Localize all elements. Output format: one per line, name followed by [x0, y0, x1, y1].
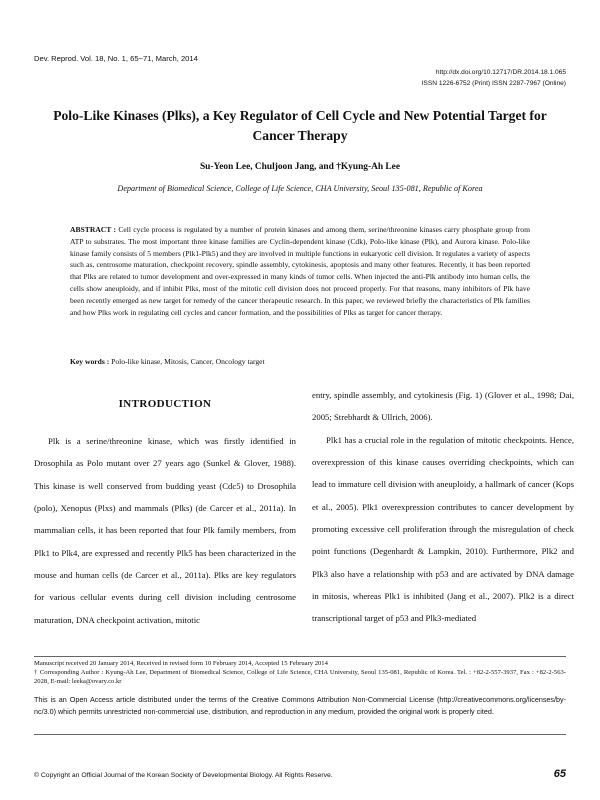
affiliation: Department of Biomedical Science, College of Life Science, CHA University, Seoul 135-081, Republic of Korea — [117, 184, 483, 193]
abstract — [70, 224, 530, 318]
issn-line: ISSN 1226-6752 (Print) ISSN 2287-7967 (Online) — [421, 80, 566, 87]
footnote-divider — [34, 656, 566, 657]
right-column — [312, 384, 574, 630]
right-column-paragraph-1: entry, spindle assembly, and cytokinesis (Fig. 1) (Glover et al., 1998; Dai, 2005; Strebhardt & Ullrich, 2006). — [312, 390, 574, 423]
keywords — [70, 357, 530, 366]
page-number: 65 — [553, 768, 566, 780]
article-title: Polo-Like Kinases (Plks), a Key Regulator of Cell Cycle and New Potential Target for Cancer Therapy — [53, 108, 547, 143]
footnotes — [34, 659, 566, 686]
keywords-label: Key words : — [70, 357, 110, 366]
manuscript-dates: Manuscript received 20 January 2014, Received in revised form 10 February 2014, Accepted 15 February 2014 — [34, 660, 328, 667]
section-heading-introduction: INTRODUCTION — [118, 398, 212, 410]
keywords-text: Polo-like kinase, Mitosis, Cancer, Oncology target — [111, 357, 265, 366]
copyright-line: © Copyright an Official Journal of the Korean Society of Developmental Biology. All Rights Reserve. — [34, 772, 333, 779]
left-column — [34, 430, 296, 631]
abstract-label: ABSTRACT : — [70, 225, 117, 234]
authors: Su-Yeon Lee, Chuljoon Jang, and †Kyung-Ah Lee — [199, 162, 401, 172]
abstract-text: Cell cycle process is regulated by a number of protein kinases and among them, serine/threonine kinases carry phosphate group from ATP to substrates. The most important three kinase families are Cyclin-dependent kinase (Cdk), Polo-like kinase (Plk), and Aurora kinase. Polo-like kinase family consists of 5 members (Plk1-Plk5) and they are involved in multiple functions in eukaryotic cell division. It regulates a variety of aspects such as, centrosome maturation, checkpoint recovery, spindle assembly, cytokinesis, apoptosis and many other features. Recently, it has been reported that Plks are related to tumor development and over-expressed in many kinds of tumor cells. When injected the anti-Plk antibody into human cells, the cells show aneuploidy, and if inhibit Plks, most of the mitotic cell division does not proceed properly. For that reasons, many inhibitors of Plk have been recently emerged as new target for remedy of the cancer therapeutic research. In this paper, we reviewed briefly the characteristics of Plk families and how Plks work in regulating cell cycles and cancer formation, and the possibilities of Plks as target for cancer therapy. — [70, 225, 530, 317]
corresponding-author: † Corresponding Author : Kyung-Ah Lee, Department of Biomedical Science, College of Life Science, CHA University, Seoul 135-081, Republic of Korea. Tel. : +82-2-557-3937, Fax : +82-2-563-2028, E-mail: leeka@ovary.co.kr — [34, 669, 566, 685]
open-access-notice: This is an Open Access article distributed under the terms of the Creative Commons Attribution Non-Commercial License (http://creativecommons.org/licenses/by-nc/3.0) which permits unrestricted non-commercial use, distribution, and reproduction in any medium, provided the original work is properly cited. — [34, 695, 566, 716]
doi-issn-block — [422, 67, 566, 89]
journal-reference: Dev. Reprod. Vol. 18, No. 1, 65~71, March, 2014 — [34, 54, 198, 63]
footer-divider — [34, 734, 566, 735]
left-column-paragraph: Plk is a serine/threonine kinase, which was firstly identified in Drosophila as Polo mutant over 27 years ago (Sunkel & Glover, 1988). This kinase is well conserved from budding yeast (Cdc5) to Drosophila (polo), Xenopus (Plxs) and mammals (Plks) (de Carcer et al., 2011a). In mammalian cells, it has been reported that four Plk family members, from Plk1 to Plk4, are expressed and recently Plk5 has been characterized in the mouse and human cells (de Carcer et al., 2011a). Plks are key regulators for various cellular events during cell division including centrosome maturation, DNA checkpoint activation, mitotic — [34, 436, 296, 625]
right-column-paragraph-2: Plk1 has a crucial role in the regulation of mitotic checkpoints. Hence, overexpression of this kinase causes overriding checkpoints, which can lead to immature cell division with aneuploidy, a hallmark of cancer (Kops et al., 2005). Plk1 overexpression contributes to cancer development by promoting excessive cell proliferation through the misregulation of check point functions (Degenhardt & Lampkin, 2010). Furthermore, Plk2 and Plk3 also have a relationship with p53 and are activated by DNA damage in mitosis, whereas Plk1 is inhibited (Jang et al., 2007). Plk2 is a direct transcriptional target of p53 and Plk3-mediated — [312, 434, 574, 624]
doi-link[interactable]: http://dx.doi.org/10.12717/DR.2014.18.1.065 — [435, 69, 566, 76]
